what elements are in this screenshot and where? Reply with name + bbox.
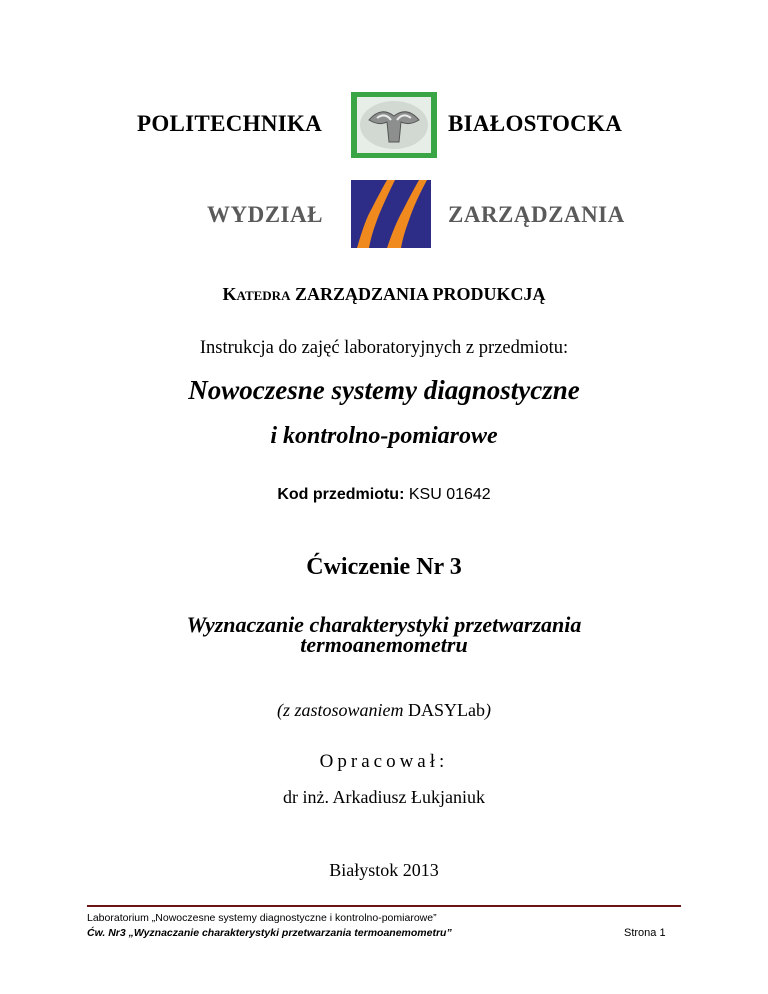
department-title: ZARZĄDZANIA PRODUKCJĄ <box>290 284 546 304</box>
page-number: Strona 1 <box>624 927 666 939</box>
software-note-close: ) <box>485 700 491 720</box>
exercise-number: Ćwiczenie Nr 3 <box>306 554 462 580</box>
subject-title-line1: Nowoczesne systemy diagnostyczne <box>188 375 580 405</box>
footer-rule <box>87 905 681 907</box>
author-name: dr inż. Arkadiusz Łukjaniuk <box>283 787 485 807</box>
place-and-year: Białystok 2013 <box>329 860 439 880</box>
department-prefix-rest: ATEDRA <box>236 288 291 303</box>
university-name-right: BIAŁOSTOCKA <box>448 111 623 136</box>
department-prefix-initial: K <box>222 284 237 304</box>
footer-course: Laboratorium „Nowoczesne systemy diagnostyczne i kontrolno-pomiarowe” <box>87 912 437 924</box>
software-note-open: (z zastosowaniem <box>276 700 408 720</box>
footer-exercise: Ćw. Nr3 „Wyznaczanie charakterystyki przetwarzania termoanemometru” <box>87 927 452 939</box>
university-logo <box>351 92 437 158</box>
faculty-name-left: WYDZIAŁ <box>207 202 323 227</box>
subject-code <box>0 486 768 504</box>
instruction-text: Instrukcja do zajęć laboratoryjnych z przedmiotu: <box>199 338 569 358</box>
department-name <box>0 284 768 305</box>
exercise-title-line2: termoanemometru <box>300 632 468 657</box>
faculty-name-right: ZARZĄDZANIA <box>448 202 625 227</box>
subject-code-colon: : <box>399 486 405 503</box>
university-name-left: POLITECHNIKA <box>137 111 323 136</box>
subject-code-label: Kod przedmiotu <box>277 486 400 503</box>
subject-title-line2: i kontrolno-pomiarowe <box>270 423 498 449</box>
software-name: DASYLab <box>408 700 485 720</box>
exercise-title-line1: Wyznaczanie charakterystyki przetwarzania <box>186 612 582 637</box>
faculty-logo <box>351 180 431 248</box>
subject-code-value: KSU 01642 <box>404 486 491 503</box>
software-note <box>0 700 768 721</box>
prepared-by-label: Opracował: <box>319 751 449 772</box>
